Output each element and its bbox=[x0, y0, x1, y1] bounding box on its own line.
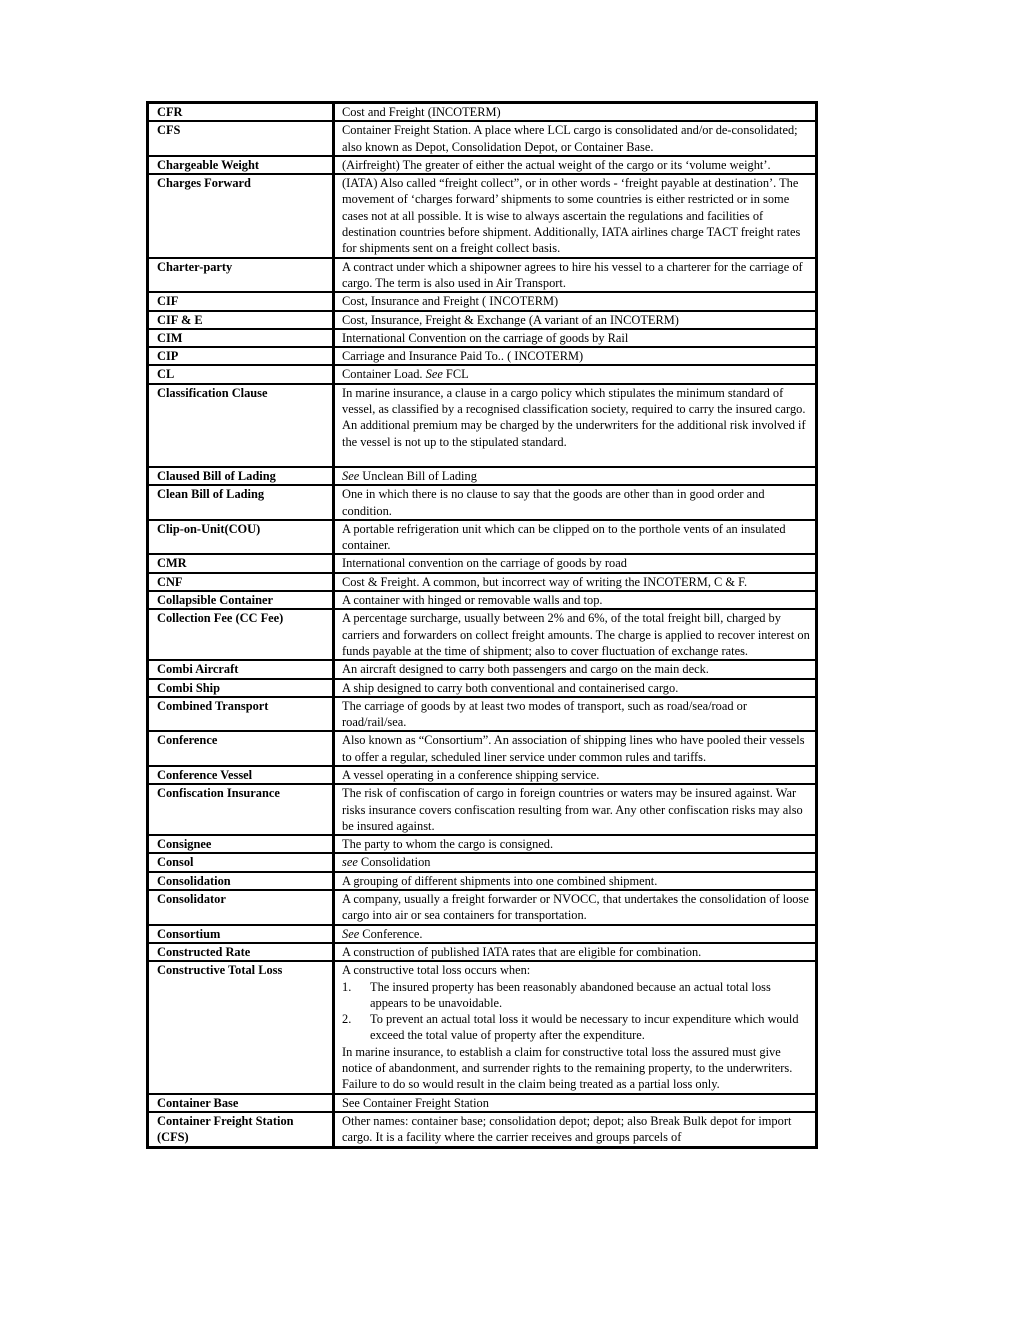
glossary-term: Consolidation bbox=[148, 872, 334, 890]
glossary-term: CIP bbox=[148, 347, 334, 365]
glossary-definition bbox=[334, 679, 817, 697]
definition-segment: A company, usually a freight forwarder or NVOCC, that undertakes the consolidation of loose cargo into air or sea containers for transportation. bbox=[342, 892, 809, 923]
definition-segment: Cost and Freight (INCOTERM) bbox=[342, 105, 501, 119]
list-item-number: 2. bbox=[342, 1012, 352, 1027]
definition-text bbox=[342, 259, 811, 292]
definition-segment: A portable refrigeration unit which can be clipped on to the porthole vents of an insulated container. bbox=[342, 521, 786, 553]
definition-segment: Carriage and Insurance Paid To.. ( INCOTERM) bbox=[342, 349, 584, 364]
glossary-row bbox=[148, 766, 817, 784]
definition-text bbox=[342, 122, 811, 155]
list-item-number: 1. bbox=[342, 979, 352, 994]
glossary-row bbox=[148, 925, 817, 943]
definition-italic-ref: See bbox=[342, 468, 360, 483]
definition-note: In marine insurance, to establish a claim for constructive total loss the assured must give notice of abandonment, and surrender rights to the remaining property, to the underwriters. Failure to do so would result in the claim being treated as a partial loss only. bbox=[342, 1044, 793, 1092]
glossary-term: Conference bbox=[148, 731, 334, 766]
glossary-row bbox=[148, 943, 817, 961]
list-item-text: The insured property has been reasonably abandoned because an actual total loss appears to be unavoidable. bbox=[370, 979, 771, 1010]
definition-segment: See Container Freight Station bbox=[342, 1095, 489, 1110]
glossary-definition bbox=[334, 311, 817, 329]
definition-text bbox=[342, 574, 811, 590]
glossary-term: Charter-party bbox=[148, 258, 334, 293]
glossary-row bbox=[148, 1112, 817, 1147]
glossary-definition bbox=[334, 961, 817, 1093]
glossary-term: Consignee bbox=[148, 835, 334, 853]
glossary-term: Chargeable Weight bbox=[148, 156, 334, 174]
glossary-definition bbox=[334, 467, 817, 485]
glossary-row bbox=[148, 872, 817, 890]
definition-list-item bbox=[342, 979, 811, 1012]
definition-text bbox=[342, 962, 811, 978]
definition-text bbox=[342, 312, 811, 328]
glossary-term: Charges Forward bbox=[148, 174, 334, 257]
definition-text bbox=[342, 873, 811, 889]
definition-text bbox=[342, 944, 811, 960]
definition-segment: The carriage of goods by at least two modes of transport, such as road/sea/road or road/rail/sea. bbox=[342, 698, 747, 730]
glossary-row bbox=[148, 784, 817, 835]
definition-text bbox=[342, 1113, 811, 1146]
glossary-definition bbox=[334, 872, 817, 890]
definition-list-item bbox=[342, 1011, 811, 1044]
list-item-text: To prevent an actual total loss it would be necessary to incur expenditure which would exceed the total value of property after the expenditure. bbox=[370, 1012, 799, 1043]
glossary-row bbox=[148, 1094, 817, 1112]
definition-segment: Container Load. bbox=[342, 367, 426, 382]
glossary-term: Collection Fee (CC Fee) bbox=[148, 609, 334, 660]
glossary-definition bbox=[334, 520, 817, 555]
glossary-body bbox=[148, 103, 817, 1148]
definition-segment: A grouping of different shipments into one combined shipment. bbox=[342, 873, 658, 888]
definition-text bbox=[342, 854, 811, 870]
definition-segment: Cost, Insurance and Freight ( INCOTERM) bbox=[342, 294, 559, 309]
glossary-term: Clean Bill of Lading bbox=[148, 485, 334, 520]
definition-segment: Also known as “Consortium”. An association of shipping lines who have pooled their vessels to offer a regular, scheduled liner service under common rules and tariffs. bbox=[342, 733, 805, 764]
definition-italic-ref: See bbox=[342, 926, 360, 941]
glossary-definition bbox=[334, 943, 817, 961]
glossary-row bbox=[148, 121, 817, 156]
glossary-definition bbox=[334, 925, 817, 943]
glossary-definition bbox=[334, 292, 817, 310]
glossary-row bbox=[148, 384, 817, 467]
glossary-term: CFR bbox=[148, 103, 334, 122]
glossary-definition bbox=[334, 853, 817, 871]
glossary-row bbox=[148, 853, 817, 871]
glossary-term: CMR bbox=[148, 554, 334, 572]
definition-text bbox=[342, 330, 811, 346]
definition-segment: A construction of published IATA rates that are eligible for combination. bbox=[342, 944, 702, 959]
definition-segment: Other names: container base; consolidation depot; depot; also Break Bulk depot for import cargo. It is a facility where the carrier receives and groups parcels of bbox=[342, 1113, 792, 1145]
glossary-definition bbox=[334, 766, 817, 784]
definition-text bbox=[342, 891, 811, 924]
glossary-definition bbox=[334, 591, 817, 609]
glossary-term: Combined Transport bbox=[148, 697, 334, 732]
glossary-term: Container Freight Station (CFS) bbox=[148, 1112, 334, 1147]
definition-italic-ref: See bbox=[425, 367, 443, 382]
glossary-row bbox=[148, 554, 817, 572]
definition-text bbox=[342, 555, 811, 571]
glossary-definition bbox=[334, 1112, 817, 1147]
glossary-definition bbox=[334, 554, 817, 572]
glossary-definition bbox=[334, 103, 817, 122]
definition-text bbox=[342, 521, 811, 554]
definition-text bbox=[342, 468, 811, 484]
glossary-term: Conference Vessel bbox=[148, 766, 334, 784]
glossary-term: Constructive Total Loss bbox=[148, 961, 334, 1093]
glossary-definition bbox=[334, 156, 817, 174]
definition-text bbox=[342, 385, 811, 450]
glossary-row bbox=[148, 591, 817, 609]
glossary-row bbox=[148, 311, 817, 329]
definition-text bbox=[342, 104, 811, 120]
glossary-row bbox=[148, 573, 817, 591]
glossary-row bbox=[148, 258, 817, 293]
glossary-definition bbox=[334, 365, 817, 383]
glossary-term: Combi Aircraft bbox=[148, 660, 334, 678]
definition-segment: The party to whom the cargo is consigned. bbox=[342, 837, 554, 852]
glossary-definition bbox=[334, 384, 817, 467]
definition-segment: Conference. bbox=[359, 926, 423, 941]
definition-text bbox=[342, 785, 811, 834]
definition-segment: The risk of confiscation of cargo in foreign countries or waters may be insured against. War risks insurance covers confiscation resulting from war. Any other confiscation risks may also be insured against. bbox=[342, 786, 803, 833]
glossary-term: CFS bbox=[148, 121, 334, 156]
glossary-row bbox=[148, 292, 817, 310]
glossary-row bbox=[148, 485, 817, 520]
glossary-term: Claused Bill of Lading bbox=[148, 467, 334, 485]
glossary-definition bbox=[334, 573, 817, 591]
glossary-definition bbox=[334, 784, 817, 835]
definition-text bbox=[342, 486, 811, 519]
glossary-row bbox=[148, 174, 817, 257]
definition-text bbox=[342, 348, 811, 364]
definition-text bbox=[342, 698, 811, 731]
glossary-row bbox=[148, 467, 817, 485]
definition-segment: An aircraft designed to carry both passengers and cargo on the main deck. bbox=[342, 662, 709, 677]
definition-segment: A container with hinged or removable walls and top. bbox=[342, 593, 603, 608]
glossary-definition bbox=[334, 329, 817, 347]
glossary-row bbox=[148, 609, 817, 660]
definition-segment: (IATA) Also called “freight collect”, or in other words - ‘freight payable at destination’. The movement of ‘charges forward’ shipments to some countries is either restricted or in some cases not at all possible. It is wise to always ascertain the regulations and facilities of destination countries before shipment. Additionally, IATA airlines charge TACT freight rates for shipments sent on a freight collect basis. bbox=[342, 176, 801, 256]
definition-segment: A percentage surcharge, usually between 2% and 6%, of the total freight bill, charged by carriers and forwarders on collect freight amounts. The charge is applied to recover interest on funds payable at the time of shipment; also to cover fluctuation of exchange rates. bbox=[342, 611, 810, 658]
definition-text bbox=[342, 680, 811, 696]
glossary-definition bbox=[334, 660, 817, 678]
definition-segment: In marine insurance, a clause in a cargo policy which stipulates the minimum standard of vessel, as classified by a recognised classification society, required to carry the insured cargo. An additional premium may be charged by the underwriters for the additional risk involved if the vessel is not up to the stipulated standard. bbox=[342, 385, 806, 449]
glossary-definition bbox=[334, 347, 817, 365]
definition-segment: FCL bbox=[442, 367, 469, 382]
definition-text bbox=[342, 836, 811, 852]
glossary-term: CNF bbox=[148, 573, 334, 591]
glossary-definition bbox=[334, 258, 817, 293]
definition-text bbox=[342, 1095, 811, 1111]
glossary-definition bbox=[334, 174, 817, 257]
definition-text bbox=[342, 592, 811, 608]
glossary-row bbox=[148, 890, 817, 925]
glossary-term: Clip-on-Unit(COU) bbox=[148, 520, 334, 555]
glossary-definition bbox=[334, 1094, 817, 1112]
glossary-row bbox=[148, 961, 817, 1093]
definition-text bbox=[342, 157, 811, 173]
definition-segment: Cost & Freight. A common, but incorrect way of writing the INCOTERM, C & F. bbox=[342, 574, 748, 589]
glossary-definition bbox=[334, 121, 817, 156]
glossary-row bbox=[148, 660, 817, 678]
glossary-term: Confiscation Insurance bbox=[148, 784, 334, 835]
glossary-term: Consolidator bbox=[148, 890, 334, 925]
glossary-definition bbox=[334, 697, 817, 732]
definition-text bbox=[342, 661, 811, 677]
definition-text bbox=[342, 175, 811, 256]
definition-text bbox=[342, 926, 811, 942]
definition-segment: Container Freight Station. A place where LCL cargo is consolidated and/or de-consolidated; also known as Depot, Consolidation Depot, or Container Base. bbox=[342, 123, 798, 154]
definition-segment: (Airfreight) The greater of either the actual weight of the cargo or its ‘volume weight’. bbox=[342, 157, 771, 172]
definition-segment: Consolidation bbox=[357, 855, 431, 870]
definition-segment: Unclean Bill of Lading bbox=[359, 468, 477, 483]
glossary-row bbox=[148, 731, 817, 766]
glossary-term: CL bbox=[148, 365, 334, 383]
glossary-term: CIF & E bbox=[148, 311, 334, 329]
glossary-definition bbox=[334, 835, 817, 853]
glossary-term: Constructed Rate bbox=[148, 943, 334, 961]
definition-text bbox=[342, 767, 811, 783]
glossary-row bbox=[148, 697, 817, 732]
glossary-table bbox=[146, 101, 818, 1149]
definition-text bbox=[342, 732, 811, 765]
definition-text bbox=[342, 293, 811, 309]
glossary-definition bbox=[334, 609, 817, 660]
glossary-term: Consol bbox=[148, 853, 334, 871]
definition-segment: A constructive total loss occurs when: bbox=[342, 963, 531, 978]
glossary-row bbox=[148, 679, 817, 697]
glossary-row bbox=[148, 835, 817, 853]
glossary-row bbox=[148, 365, 817, 383]
glossary-row bbox=[148, 103, 817, 122]
glossary-term: Classification Clause bbox=[148, 384, 334, 467]
definition-segment: International convention on the carriage of goods by road bbox=[342, 556, 627, 571]
glossary-term: Combi Ship bbox=[148, 679, 334, 697]
glossary-definition bbox=[334, 890, 817, 925]
glossary-row bbox=[148, 156, 817, 174]
definition-segment: A ship designed to carry both conventional and containerised cargo. bbox=[342, 680, 679, 695]
definition-segment: A vessel operating in a conference shipping service. bbox=[342, 767, 600, 782]
glossary-term: CIM bbox=[148, 329, 334, 347]
glossary-row bbox=[148, 347, 817, 365]
glossary-term: Consortium bbox=[148, 925, 334, 943]
definition-segment: International Convention on the carriage of goods by Rail bbox=[342, 330, 629, 345]
glossary-row bbox=[148, 520, 817, 555]
glossary-definition bbox=[334, 485, 817, 520]
definition-segment: One in which there is no clause to say that the goods are other than in good order and condition. bbox=[342, 487, 765, 518]
definition-italic-ref: see bbox=[342, 855, 358, 870]
glossary-term: Container Base bbox=[148, 1094, 334, 1112]
definition-text bbox=[342, 366, 811, 382]
glossary-definition bbox=[334, 731, 817, 766]
glossary-row bbox=[148, 329, 817, 347]
definition-segment: Cost, Insurance, Freight & Exchange (A variant of an INCOTERM) bbox=[342, 312, 679, 327]
glossary-term: Collapsible Container bbox=[148, 591, 334, 609]
definition-text bbox=[342, 610, 811, 659]
glossary-term: CIF bbox=[148, 292, 334, 310]
definition-segment: A contract under which a shipowner agrees to hire his vessel to a charterer for the carriage of cargo. The term is also used in Air Transport. bbox=[342, 259, 803, 290]
